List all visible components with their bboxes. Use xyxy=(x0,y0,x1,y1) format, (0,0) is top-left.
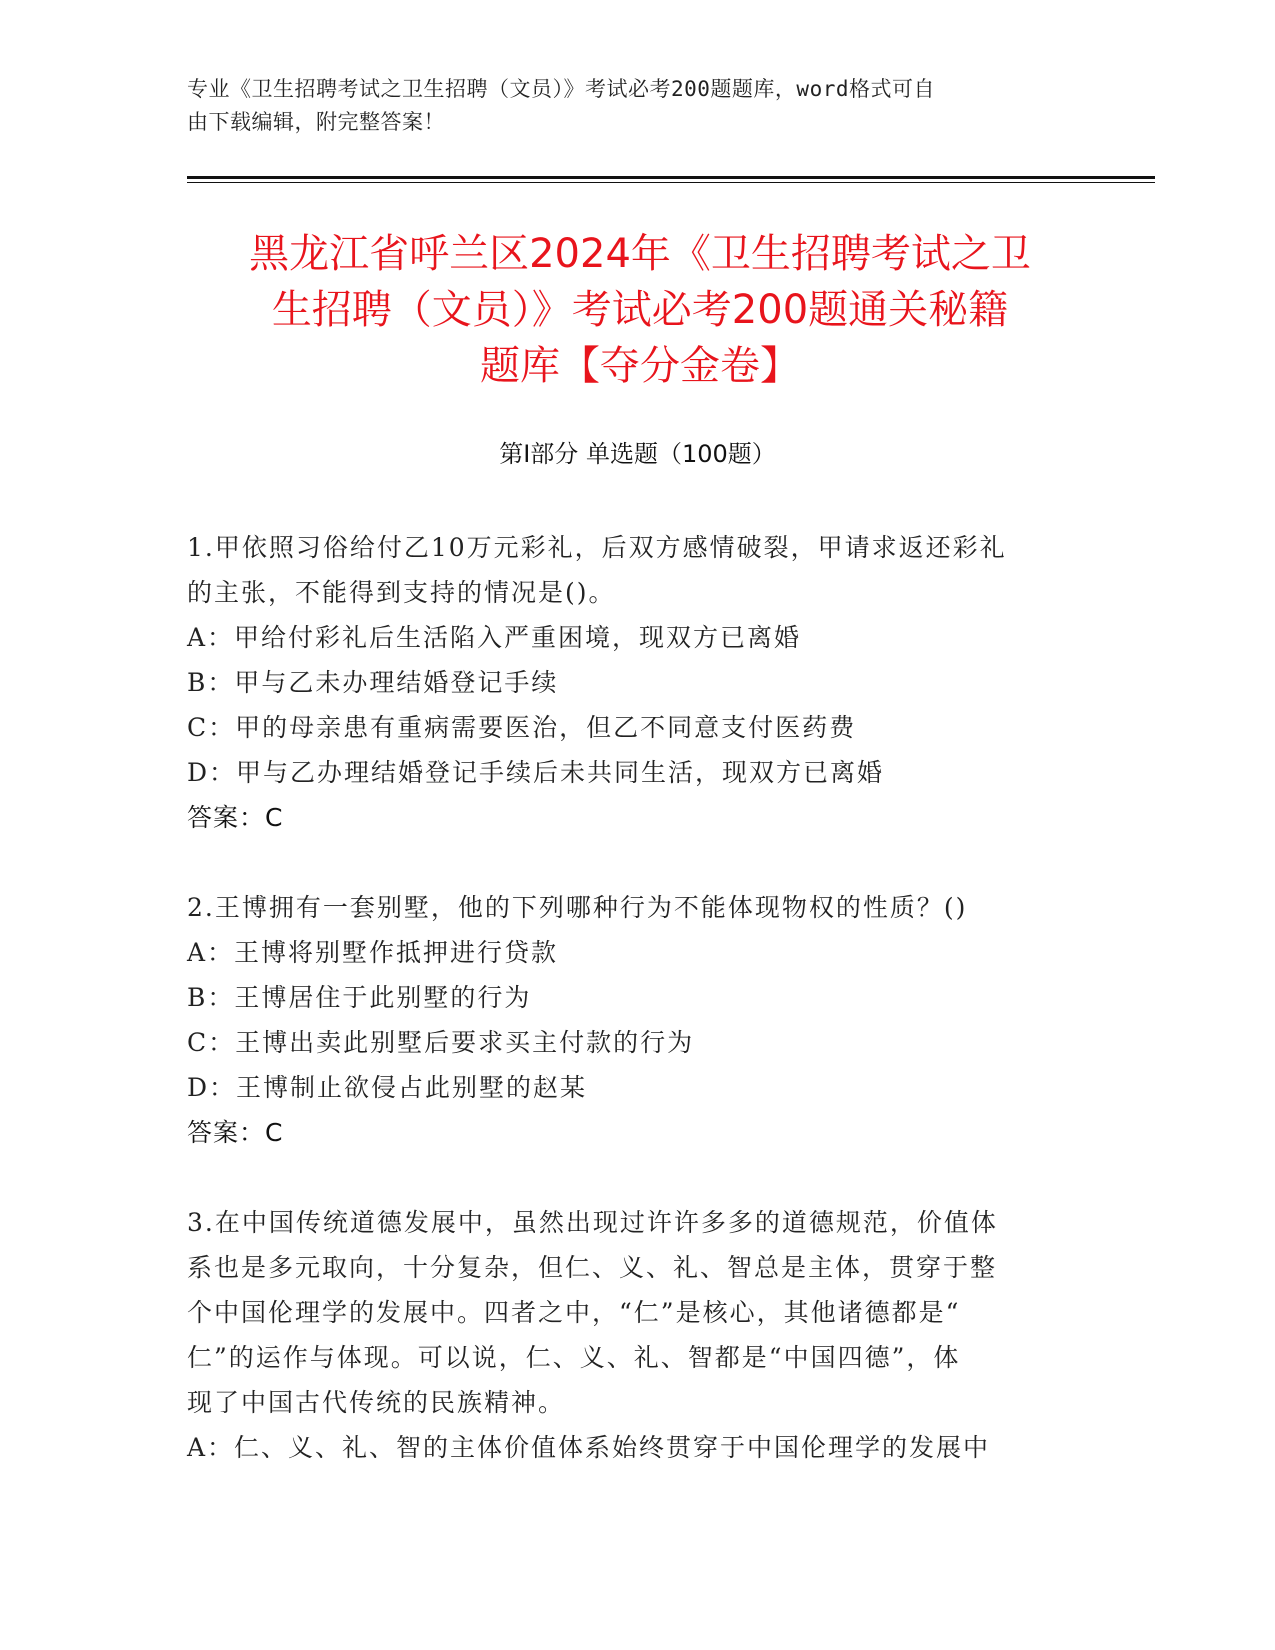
title-line: 生招聘（文员）》考试必考200题通关秘籍 xyxy=(271,287,1009,333)
header-note xyxy=(187,73,1067,139)
option-c: C：王博出卖此别墅后要求买主付款的行为 xyxy=(187,1028,695,1057)
question-stem-line: 系也是多元取向，十分复杂，但仁、义、礼、智总是主体，贯穿于整 xyxy=(187,1253,998,1282)
title-line: 黑龙江省呼兰区2024年《卫生招聘考试之卫 xyxy=(249,231,1031,277)
answer: 答案：C xyxy=(187,803,284,832)
option-c: C：甲的母亲患有重病需要医治，但乙不同意支付医药费 xyxy=(187,713,857,742)
question-stem-line: 现了中国古代传统的民族精神。 xyxy=(187,1388,566,1417)
document-title xyxy=(160,226,1120,394)
question-stem-line: 个中国伦理学的发展中。四者之中，“仁”是核心，其他诸德都是“ xyxy=(187,1298,961,1327)
question-stem-line: 2.王博拥有一套别墅，他的下列哪种行为不能体现物权的性质？() xyxy=(187,893,968,922)
option-a: A：仁、义、礼、智的主体价值体系始终贯穿于中国伦理学的发展中 xyxy=(187,1433,991,1462)
option-b: B：王博居住于此别墅的行为 xyxy=(187,983,532,1012)
answer: 答案：C xyxy=(187,1118,284,1147)
option-d: D：王博制止欲侵占此别墅的赵某 xyxy=(187,1073,588,1102)
header-note-line: 专业《卫生招聘考试之卫生招聘（文员）》考试必考200题题库，word格式可自 xyxy=(187,77,935,101)
option-a: A：甲给付彩礼后生活陷入严重困境，现双方已离婚 xyxy=(187,623,802,652)
section-heading: 第Ⅰ部分 单选题（100题） xyxy=(499,440,776,468)
header-note-line: 由下载编辑，附完整答案！ xyxy=(187,110,445,134)
option-b: B：甲与乙未办理结婚登记手续 xyxy=(187,668,559,697)
header-rule-thin xyxy=(187,182,1155,183)
title-line: 题库【夺分金卷】 xyxy=(480,343,800,389)
question-list xyxy=(187,525,1067,1515)
question-stem-line: 3.在中国传统道德发展中，虽然出现过许许多多的道德规范，价值体 xyxy=(187,1208,998,1237)
question-2 xyxy=(187,885,1067,1155)
option-a: A：王博将别墅作抵押进行贷款 xyxy=(187,938,559,967)
question-stem-line: 仁”的运作与体现。可以说，仁、义、礼、智都是“中国四德”，体 xyxy=(187,1343,961,1372)
question-1 xyxy=(187,525,1067,840)
header-rule-thick xyxy=(187,176,1155,179)
question-stem-line: 1.甲依照习俗给付乙10万元彩礼，后双方感情破裂，甲请求返还彩礼 xyxy=(187,533,1007,562)
question-stem-line: 的主张，不能得到支持的情况是()。 xyxy=(187,578,616,607)
question-3 xyxy=(187,1200,1067,1470)
option-d: D：甲与乙办理结婚登记手续后未共同生活，现双方已离婚 xyxy=(187,758,885,787)
